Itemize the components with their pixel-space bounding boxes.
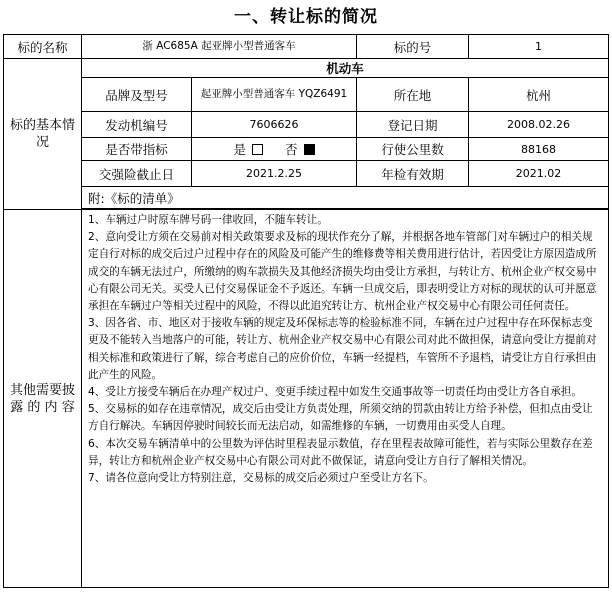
quota-yes-label: 是 [233, 142, 246, 157]
engine-row [4, 112, 609, 138]
quota-options [192, 138, 357, 161]
asset-table [3, 34, 609, 588]
insurance-label: 交强险截止日 [82, 161, 192, 187]
regdate-label: 登记日期 [357, 112, 469, 138]
quota-label: 是否带指标 [82, 138, 192, 161]
vehicle-section-heading: 机动车 [82, 59, 609, 78]
brand-value: 起亚牌小型普通客车 YQZ6491 [192, 78, 357, 112]
asset-name-row [4, 35, 609, 59]
asset-number-label: 标的号 [357, 35, 469, 59]
attachment-note: 附:《标的清单》 [82, 187, 609, 209]
asset-name-label: 标的名称 [4, 35, 82, 59]
engine-value: 7606626 [192, 112, 357, 138]
insurance-row [4, 161, 609, 187]
asset-number-value: 1 [469, 35, 609, 59]
insurance-value: 2021.2.25 [192, 161, 357, 187]
disclosure-row [4, 210, 609, 588]
disclosure-item: 3、因各省、市、地区对于接收车辆的规定及环保标志等的检验标准不同，车辆在过户过程中存在环保标志变更及不能转入当地落户的可能，转让方、杭州企业产权交易中心有限公司对此不做担保，请意向受让方提前对相关标准和政策进行了解，综合考虑自己的应价价位，车辆一经提档，车管所不予退档，请受让方自行承担由此产生的风险。 [88, 317, 597, 381]
disclosure-item: 7、请各位意向受让方特别注意，交易标的成交后必须过户至受让方名下。 [88, 472, 434, 485]
regdate-value: 2008.02.26 [469, 112, 609, 138]
quota-yes-checkbox [252, 144, 263, 155]
inspection-label: 年检有效期 [357, 161, 469, 187]
location-label: 所在地 [357, 78, 469, 112]
mileage-label: 行使公里数 [357, 138, 469, 161]
engine-label: 发动机编号 [82, 112, 192, 138]
brand-label: 品牌及型号 [82, 78, 192, 112]
location-value: 杭州 [469, 78, 609, 112]
mileage-value: 88168 [469, 138, 609, 161]
disclosure-content [82, 210, 609, 588]
disclosure-item: 4、受让方接受车辆后在办理产权过户、变更手续过程中如发生交通事故等一切责任均由受让方各自承担。 [88, 386, 583, 399]
basic-info-label: 标的基本情 况 [4, 59, 82, 210]
quota-no-checkbox [304, 144, 315, 155]
page-title: 一、转让标的简况 [234, 7, 378, 27]
inspection-value: 2021.02 [469, 161, 609, 187]
quota-no-label: 否 [285, 142, 298, 157]
quota-row [4, 138, 609, 161]
brand-row [4, 78, 609, 112]
disclosure-item: 1、车辆过户时原车牌号码一律收回，不随车转让。 [88, 214, 328, 226]
disclosure-item: 5、交易标的如存在违章情况，成交后由受让方负责处理，所须交纳的罚款由转让方给予补偿，但扣点由受让方自行解决。车辆因停驶时间较长而无法启动，如需维修的车辆，一切费用由买受人自理。 [88, 403, 593, 433]
asset-name-value: 浙 AC685A 起亚牌小型普通客车 [82, 35, 357, 59]
disclosure-item: 2、意向受让方须在交易前对相关政策要求及标的现状作充分了解，并根据各地车管部门对车辆过户的相关规定自行对标的成交后过户过程中存在的风险及可能产生的维修费等相关费用进行估计，若因受让方原因造成所成交的车辆无法过户，所缴纳的购车款损失及其他经济损失均由受让方承担，与转让方、杭州企业产权交易中心有限公司无关。买受人已付交易保证金不予返还。车辆一旦成交后，即表明受让方对标的现状的认可并愿意承担在车辆过户等相关过程中的风险，不得以此追究转让方、杭州企业产权交易中心有限公司任何责任。 [88, 231, 597, 313]
disclosure-label: 其他需要披 露 的 内 容 [4, 210, 82, 588]
disclosure-item: 6、本次交易车辆清单中的公里数为评估时里程表显示数值，存在里程表故障可能性，若与实际公里数存在差异，转让方和杭州企业产权交易中心有限公司对此不做保证，请意向受让方自行了解相关情况。 [88, 437, 593, 467]
